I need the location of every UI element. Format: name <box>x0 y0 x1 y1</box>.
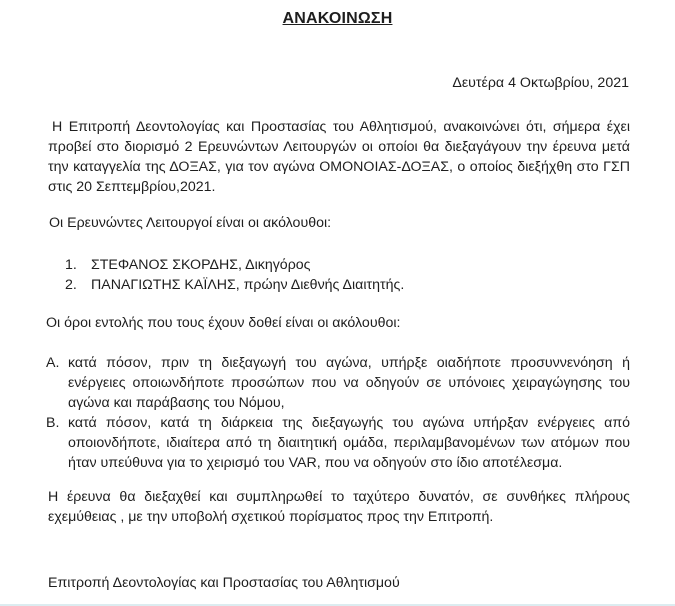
terms-list <box>46 353 630 473</box>
list-item-text: ΣΤΕΦΑΝΟΣ ΣΚΟΡΔΗΣ, Δικηγόρος <box>91 257 311 273</box>
investigators-list <box>65 255 404 295</box>
list-item-number: 2. <box>65 277 77 293</box>
list-item-text: κατά πόσον, πριν τη διεξαγωγή του αγώνα, υπήρξε οιαδήποτε προσυννενόηση ή ενέργειες οποιωνδήποτε προσώπων που να οδηγούν σε υπόνοιες χειραγώγησης του αγώνα και παράβασης του Νόμου, <box>68 355 630 411</box>
list-item-letter: A. <box>46 355 60 371</box>
list-item <box>46 353 630 413</box>
document-title: ΑΝΑΚΟΙΝΩΣΗ <box>282 10 393 27</box>
list-item-letter: B. <box>46 415 60 431</box>
investigators-intro: Οι Ερευνώντες Λειτουργοί είναι οι ακόλουθοι: <box>49 215 332 231</box>
list-item-text: ΠΑΝΑΓΙΩΤΗΣ ΚΑΪΛΗΣ, πρώην Διεθνής Διαιτητής. <box>91 277 405 293</box>
document-date: Δευτέρα 4 Οκτωβρίου, 2021 <box>452 75 629 91</box>
signature: Επιτροπή Δεοντολογίας και Προστασίας του Αθλητισμού <box>48 575 400 591</box>
list-item <box>46 413 630 473</box>
intro-paragraph: Η Επιτροπή Δεοντολογίας και Προστασίας του Αθλητισμού, ανακοινώνει ότι, σήμερα έχει προβεί στο διορισμό 2 Ερευνώντων Λειτουργών οι οποίοι θα διεξαγάγουν την έρευνα μετά την καταγγελία της ΔΟΞΑΣ, για τον αγώνα ΟΜΟΝΟΙΑΣ-ΔΟΞΑΣ, ο οποίος διεξήχθη στο ΓΣΠ στις 20 Σεπτεμβρίου,2021. <box>48 119 630 195</box>
list-item <box>65 255 404 275</box>
list-item-text: κατά πόσον, κατά τη διάρκεια της διεξαγωγής του αγώνα υπήρξαν ενέργειες από οποιονδήποτε, ιδιαίτερα από τη διαιτητική ομάδα, περιλαμβανομένων των ατόμων που ήταν υπεύθυνα για το χειρισμό του VAR, που να οδηγούν στο ίδιο αποτέλεσμα. <box>68 415 630 471</box>
closing-paragraph: Η έρευνα θα διεξαχθεί και συμπληρωθεί το ταχύτερο δυνατόν, σε συνθήκες πλήρους εχεμύθειας , με την υποβολή σχετικού πορίσματος προς την Επιτροπή. <box>48 489 630 525</box>
list-item-number: 1. <box>65 257 77 273</box>
terms-intro: Οι όροι εντολής που τους έχουν δοθεί είναι οι ακόλουθοι: <box>46 315 401 331</box>
list-item <box>65 275 404 295</box>
